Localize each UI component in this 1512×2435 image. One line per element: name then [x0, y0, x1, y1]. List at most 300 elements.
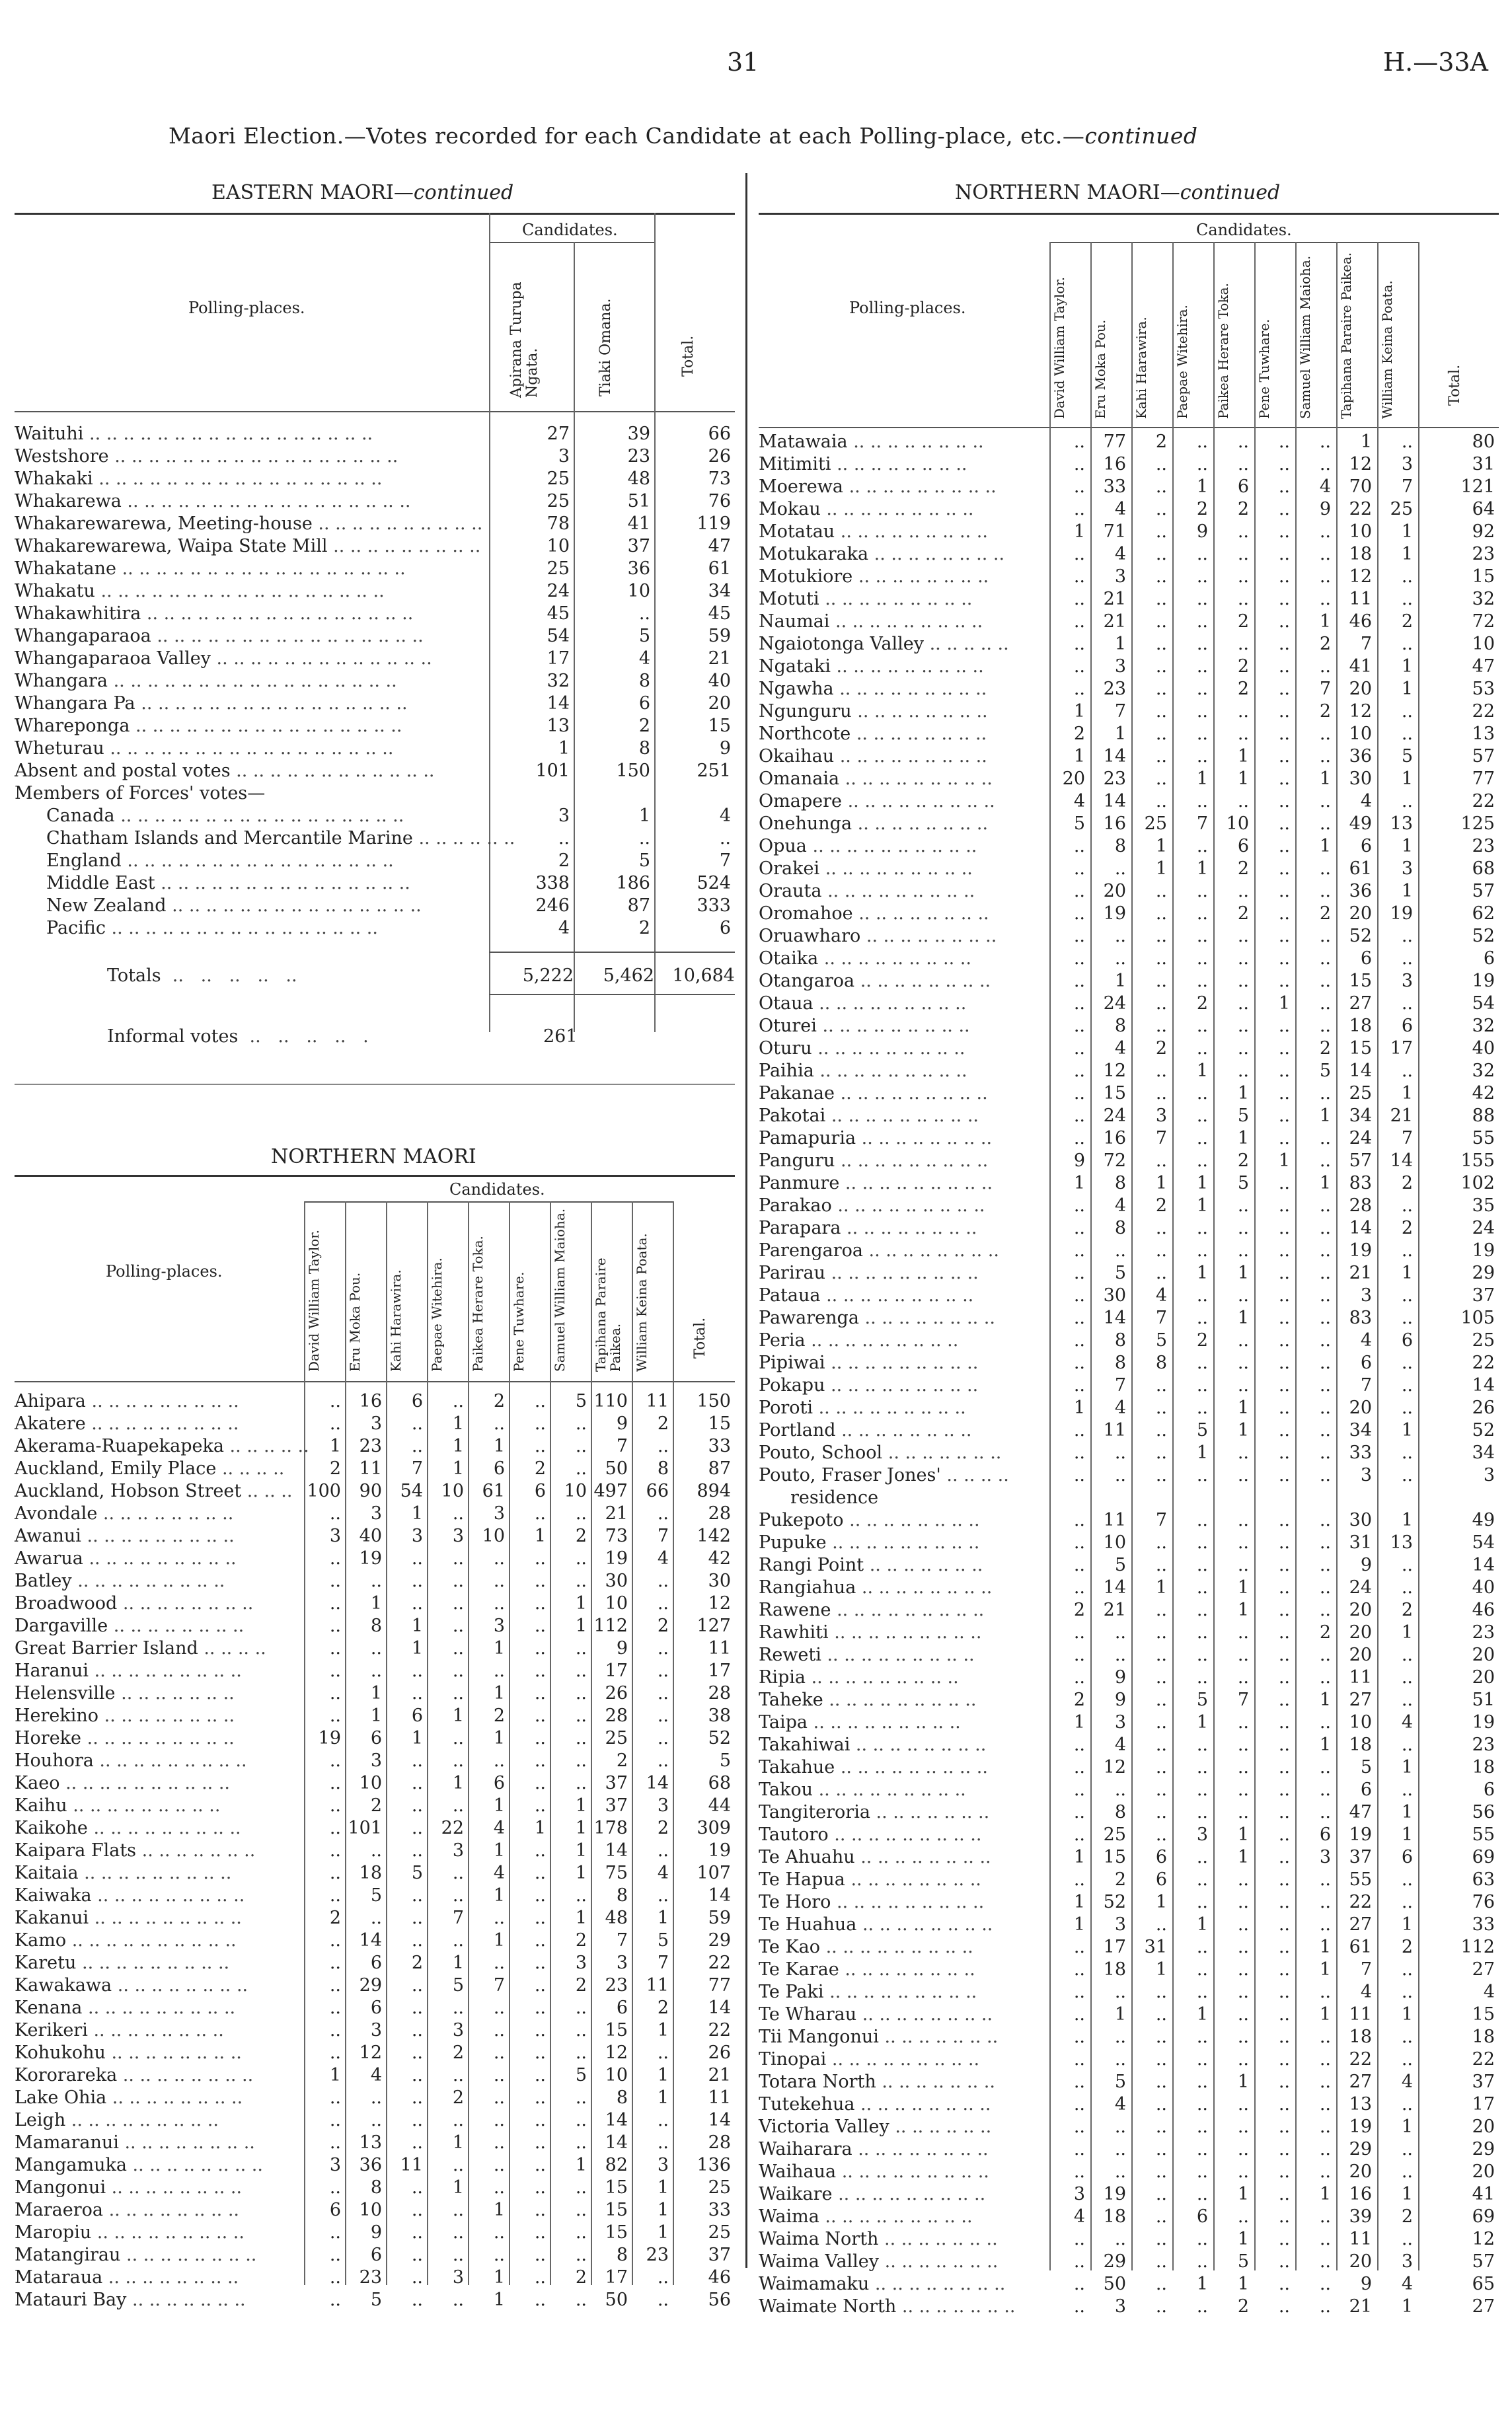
vote-cell: .. — [1073, 589, 1085, 609]
vote-cell: 27 — [1349, 1690, 1372, 1710]
table-row — [15, 1435, 735, 1458]
vote-cell: 25 — [547, 468, 570, 489]
vote-cell: .. — [411, 1930, 423, 1951]
vote-cell: 24 — [1103, 993, 1126, 1014]
polling-place-name: Waihaua — [759, 2161, 837, 2182]
leader-dots: .. .. .. .. .. — [923, 634, 1009, 654]
vote-cell: 57 — [1472, 746, 1495, 767]
leader-dots: .. .. .. .. .. .. .. .. .. — [327, 536, 481, 556]
vote-cell: 11 — [400, 2155, 423, 2175]
vote-cell: .. — [329, 1975, 341, 1996]
vote-cell: 13 — [1349, 2094, 1372, 2115]
vote-cell: .. — [1155, 2027, 1167, 2047]
vote-cell: .. — [1196, 2139, 1208, 2159]
vote-cell: .. — [657, 2267, 669, 2288]
vote-cell: 68 — [1472, 858, 1495, 879]
leader-dots: .. .. .. .. .. .. .. .. .. .. .. .. .. — [210, 648, 432, 669]
leader-dots: .. .. .. .. .. .. .. .. — [854, 2094, 991, 2115]
vote-cell: .. — [1237, 791, 1249, 811]
table-row — [759, 1307, 1499, 1330]
vote-cell: 3 — [370, 1503, 382, 1524]
vote-cell: 77 — [1103, 431, 1126, 452]
vote-cell: .. — [1196, 1510, 1208, 1530]
vote-cell: 83 — [1349, 1308, 1372, 1328]
vote-cell: .. — [1401, 993, 1413, 1014]
vote-cell: .. — [1278, 1510, 1290, 1530]
vote-cell: .. — [1319, 566, 1331, 587]
vote-cell: .. — [1073, 1510, 1085, 1530]
vote-cell: 41 — [1349, 656, 1372, 677]
vote-cell: .. — [1319, 1083, 1331, 1104]
polling-place-name: Te Kao — [759, 1937, 820, 1957]
vote-cell: 18 — [1349, 1016, 1372, 1036]
vote-cell: .. — [493, 2042, 505, 2063]
vote-cell: 8 — [1114, 1218, 1126, 1238]
leader-dots: .. .. .. .. .. .. .. .. .. — [89, 1661, 242, 1681]
leader-dots: .. .. .. .. .. .. .. .. .. .. .. .. .. .. .. .. .. — [108, 446, 398, 467]
vote-cell: 63 — [1472, 1869, 1495, 1890]
polling-place-name: Tii Mangonui — [759, 2027, 879, 2047]
vote-cell: .. — [1073, 1555, 1085, 1575]
vote-cell: .. — [1073, 499, 1085, 519]
vote-cell: 2 — [1155, 431, 1167, 452]
vote-cell: 19 — [1349, 1240, 1372, 1261]
vote-cell: 40 — [1472, 1577, 1495, 1598]
polling-place-name: Chatham Islands and Mercantile Marine — [46, 828, 413, 848]
table-row — [759, 1150, 1499, 1172]
vote-cell: .. — [1319, 813, 1331, 834]
vote-cell: .. — [1319, 881, 1331, 901]
vote-cell: 30 — [1349, 1510, 1372, 1530]
vote-cell: 51 — [1472, 1690, 1495, 1710]
vote-cell: .. — [1237, 2117, 1249, 2137]
table-row — [759, 1891, 1499, 1914]
vote-cell: .. — [534, 2132, 546, 2153]
vote-cell: .. — [1155, 2049, 1167, 2070]
polling-place-name: Moerewa — [759, 476, 843, 497]
vote-cell: .. — [638, 603, 650, 624]
leader-dots: .. .. .. .. .. .. .. .. — [120, 2245, 257, 2265]
vote-cell: 2 — [1401, 1218, 1413, 1238]
vote-cell: 3 — [1196, 1824, 1208, 1845]
vote-cell: 6 — [1155, 1869, 1167, 1890]
vote-cell: .. — [1319, 1555, 1331, 1575]
vote-cell: 4 — [1114, 544, 1126, 564]
leader-dots: .. .. .. .. .. .. .. .. — [852, 2139, 989, 2159]
vote-cell: 23 — [1472, 1622, 1495, 1643]
vote-cell: 3 — [370, 1750, 382, 1771]
vote-cell: .. — [1237, 1712, 1249, 1733]
vote-cell: .. — [1278, 2117, 1290, 2137]
table-row — [15, 1840, 735, 1862]
vote-cell: 22 — [1472, 791, 1495, 811]
vote-cell: 15 — [1103, 1083, 1126, 1104]
vote-cell: 20 — [1062, 768, 1085, 789]
vote-cell: 2 — [657, 1998, 669, 2018]
leader-dots: .. .. .. .. .. .. .. — [878, 2027, 999, 2047]
candidate-header: William Keina Poata. — [1379, 280, 1395, 419]
vote-cell: .. — [329, 1571, 341, 1591]
vote-cell: 41 — [627, 513, 650, 534]
vote-cell: 1 — [1073, 1712, 1085, 1733]
vote-cell: 5 — [370, 2290, 382, 2310]
vote-cell: 34 — [708, 581, 731, 601]
vote-cell: 49 — [1349, 813, 1372, 834]
vote-cell: .. — [1073, 1330, 1085, 1351]
polling-place-name: Kaiwaka — [15, 1885, 92, 1906]
vote-cell: .. — [493, 2065, 505, 2085]
vote-cell: 32 — [547, 671, 570, 691]
vote-cell: .. — [1155, 2229, 1167, 2249]
vote-cell: 3 — [411, 1526, 423, 1546]
table-row — [759, 1577, 1499, 1599]
vote-cell: .. — [1196, 544, 1208, 564]
table-row — [759, 1914, 1499, 1936]
vote-cell — [574, 782, 654, 805]
polling-place-name: Takahue — [759, 1757, 835, 1778]
vote-cell: 1 — [1237, 2072, 1249, 2092]
polling-place-name: Te Ahuahu — [759, 1847, 855, 1867]
vote-cell: .. — [329, 1683, 341, 1704]
vote-cell: 1 — [1237, 768, 1249, 789]
vote-cell: .. — [1196, 1285, 1208, 1306]
vote-cell: 1 — [452, 2177, 464, 2198]
polling-place-name: Kenana — [15, 1998, 83, 2018]
vote-cell: .. — [1155, 1061, 1167, 1081]
vote-cell: .. — [1196, 1128, 1208, 1148]
vote-cell: 16 — [1349, 2184, 1372, 2204]
vote-cell: 4 — [1114, 1038, 1126, 1059]
leader-dots: .. .. .. .. .. .. .. .. .. — [820, 1937, 973, 1957]
table-row — [759, 813, 1499, 835]
vote-cell: 65 — [1472, 2274, 1495, 2294]
vote-cell: 2 — [1237, 611, 1249, 632]
vote-cell: 178 — [593, 1818, 628, 1838]
vote-cell: .. — [1073, 903, 1085, 924]
vote-cell: .. — [1155, 1802, 1167, 1822]
vote-cell: 37 — [605, 1795, 628, 1816]
vote-cell: 2 — [493, 1705, 505, 1726]
vote-cell: .. — [1319, 1982, 1331, 2002]
table-row — [15, 1525, 735, 1548]
leader-dots: .. .. .. .. .. .. .. .. .. — [812, 1398, 966, 1418]
vote-cell: 155 — [1460, 1150, 1495, 1171]
vote-cell: 7 — [1360, 1375, 1372, 1396]
vote-cell: .. — [1155, 2139, 1167, 2159]
vote-cell: 6 — [370, 1998, 382, 2018]
table-row — [759, 633, 1499, 656]
vote-cell: .. — [1278, 1937, 1290, 1957]
vote-cell: .. — [493, 1548, 505, 1569]
table-row — [759, 1869, 1499, 1891]
vote-cell: .. — [1319, 1802, 1331, 1822]
vote-cell: 3 — [1114, 656, 1126, 677]
vote-cell: 6 — [1237, 476, 1249, 497]
vote-cell: 61 — [1349, 858, 1372, 879]
table-row — [759, 476, 1499, 498]
vote-cell: .. — [1278, 1959, 1290, 1980]
vote-cell: 4 — [657, 1863, 669, 1883]
vote-cell: .. — [1155, 544, 1167, 564]
table-row — [759, 2138, 1499, 2161]
leader-dots: .. .. .. .. .. .. .. .. .. — [828, 1622, 982, 1643]
vote-cell: 3 — [657, 2155, 669, 2175]
polling-place-name: Omanaia — [759, 768, 840, 789]
vote-cell: .. — [1319, 1285, 1331, 1306]
vote-cell: 55 — [1472, 1128, 1495, 1148]
table-row — [15, 827, 735, 850]
vote-cell: .. — [1319, 1398, 1331, 1418]
vote-cell: .. — [1196, 2161, 1208, 2182]
vote-cell: 5 — [575, 2065, 587, 2085]
vote-cell: 54 — [400, 1481, 423, 1501]
vote-cell: 25 — [708, 2222, 731, 2243]
vote-cell: 142 — [697, 1526, 731, 1546]
vote-cell: .. — [1155, 454, 1167, 474]
vote-cell: .. — [534, 1503, 546, 1524]
vote-cell: .. — [1319, 1465, 1331, 1485]
leader-dots: .. .. .. .. .. .. .. .. — [126, 2155, 263, 2175]
vote-cell: 1 — [1319, 768, 1331, 789]
vote-cell: 36 — [627, 558, 650, 579]
vote-cell: 6 — [411, 1391, 423, 1411]
vote-cell: .. — [1237, 1892, 1249, 1912]
leader-dots: .. .. .. .. .. .. .. .. .. — [831, 1600, 985, 1620]
vote-cell: .. — [1319, 1667, 1331, 1688]
vote-cell: 15 — [1472, 566, 1495, 587]
vote-cell: .. — [1114, 1779, 1126, 1800]
vote-cell: 59 — [708, 1908, 731, 1928]
vote-cell: .. — [1319, 858, 1331, 879]
leader-dots: .. .. .. .. .. .. .. .. — [860, 926, 997, 946]
vote-cell: .. — [1073, 1353, 1085, 1373]
vote-cell: .. — [575, 2177, 587, 2198]
vote-cell: .. — [1278, 881, 1290, 901]
vote-cell: .. — [1155, 701, 1167, 722]
polling-place-name: Ngataki — [759, 656, 831, 677]
vote-cell: .. — [1319, 1330, 1331, 1351]
vote-cell: 22 — [708, 2020, 731, 2041]
vote-cell: 4 — [1114, 1195, 1126, 1216]
vote-cell: .. — [1401, 2229, 1413, 2249]
vote-cell: .. — [1401, 1285, 1413, 1306]
table-row — [15, 1637, 735, 1660]
vote-cell: .. — [411, 2200, 423, 2220]
vote-cell: .. — [329, 1413, 341, 1434]
vote-cell: .. — [1278, 2184, 1290, 2204]
vote-cell: .. — [1278, 566, 1290, 587]
vote-cell: .. — [1278, 1420, 1290, 1441]
vote-cell: .. — [1278, 1869, 1290, 1890]
vote-cell: 14 — [605, 2110, 628, 2130]
vote-cell: 1 — [1155, 1173, 1167, 1193]
vote-cell: 27 — [547, 424, 570, 444]
vote-cell: .. — [1196, 1532, 1208, 1553]
vote-cell: 37 — [708, 2245, 731, 2265]
vote-cell: .. — [1073, 1937, 1085, 1957]
northern-right-candidates-rule — [1049, 242, 1419, 243]
vote-cell: 5 — [1319, 1061, 1331, 1081]
polling-place-name: Mitimiti — [759, 454, 831, 474]
vote-cell: .. — [657, 1885, 669, 1906]
candidate-header: Samuel William Maioha. — [552, 1208, 568, 1372]
polling-place-name: Matauri Bay — [15, 2290, 127, 2310]
vote-cell: .. — [1278, 948, 1290, 969]
vote-cell: .. — [1073, 634, 1085, 654]
polling-place-name: Matangirau — [15, 2245, 121, 2265]
vote-cell: 17 — [708, 1661, 731, 1681]
vote-cell: 1 — [575, 1616, 587, 1636]
vote-cell: .. — [1319, 2072, 1331, 2092]
vote-cell: .. — [1319, 2139, 1331, 2159]
vote-cell: .. — [1073, 1061, 1085, 1081]
vote-cell: .. — [575, 1885, 587, 1906]
vote-cell: .. — [1073, 881, 1085, 901]
vote-cell: .. — [657, 1750, 669, 1771]
vote-cell: 21 — [708, 2065, 731, 2085]
vote-cell: .. — [1196, 903, 1208, 924]
vote-cell: .. — [1114, 858, 1126, 879]
polling-place-name: Okaihau — [759, 746, 835, 767]
vote-cell: 48 — [605, 1908, 628, 1928]
vote-cell: .. — [1319, 2229, 1331, 2249]
polling-place-name: Leigh — [15, 2110, 66, 2130]
vote-cell: 4 — [1360, 1330, 1372, 1351]
vote-cell: .. — [657, 2042, 669, 2063]
candidate-header: Pene Tuwhare. — [1256, 318, 1272, 419]
leader-dots: .. .. .. .. .. .. .. .. — [856, 1914, 993, 1935]
vote-cell: .. — [1155, 656, 1167, 677]
vote-cell: .. — [329, 1930, 341, 1951]
vote-cell: 6 — [1401, 1016, 1413, 1036]
vote-cell: 70 — [1349, 476, 1372, 497]
vote-cell: .. — [1319, 589, 1331, 609]
vote-cell: 45 — [547, 603, 570, 624]
vote-cell: .. — [534, 2065, 546, 2085]
vote-cell: .. — [1114, 2027, 1126, 2047]
vote-cell: 57 — [1472, 2251, 1495, 2272]
leader-dots: .. .. .. .. .. .. .. .. — [105, 2042, 242, 2063]
vote-cell: 18 — [1103, 2206, 1126, 2227]
table-row — [15, 625, 735, 648]
leader-dots: .. .. .. .. .. .. .. .. — [845, 1869, 981, 1890]
vote-cell: .. — [534, 2087, 546, 2108]
vote-cell: .. — [1278, 1532, 1290, 1553]
vote-cell: .. — [1237, 1218, 1249, 1238]
vote-cell: .. — [1237, 2094, 1249, 2115]
vote-cell: .. — [411, 2177, 423, 2198]
vote-cell: 3 — [616, 1953, 628, 1973]
vote-cell: .. — [1237, 948, 1249, 969]
page-title — [169, 123, 1198, 149]
candidate-header: Paepae Witehira. — [429, 1257, 445, 1372]
vote-cell: .. — [1401, 566, 1413, 587]
vote-cell: .. — [1278, 1667, 1290, 1688]
leader-dots: .. .. .. .. .. .. .. .. .. .. .. .. .. .. .. .. — [121, 850, 394, 871]
vote-cell: 4 — [1114, 2094, 1126, 2115]
vote-cell: .. — [1073, 1375, 1085, 1396]
leader-dots: .. .. .. .. .. .. .. .. .. — [81, 1526, 235, 1546]
vote-cell: .. — [1278, 431, 1290, 452]
leader-dots: .. .. .. .. .. .. .. .. .. .. .. .. .. .. .. .. — [141, 603, 414, 624]
vote-cell: 6 — [1155, 1847, 1167, 1867]
table-row — [759, 1082, 1499, 1105]
vote-cell: .. — [329, 2110, 341, 2130]
vote-cell: .. — [1073, 1128, 1085, 1148]
vote-cell: 32 — [1472, 589, 1495, 609]
vote-cell: .. — [370, 1638, 382, 1659]
table-row — [759, 1936, 1499, 1959]
vote-cell: 8 — [638, 671, 650, 691]
vote-cell: .. — [534, 1908, 546, 1928]
table-row — [15, 535, 735, 558]
vote-cell: 2 — [657, 1818, 669, 1838]
polling-place-name: Whakatu — [15, 581, 95, 601]
vote-cell: .. — [1114, 1240, 1126, 1261]
vote-cell: .. — [1278, 2206, 1290, 2227]
vote-cell: 77 — [1472, 768, 1495, 789]
leader-dots: .. .. .. .. .. .. .. .. .. — [828, 1824, 982, 1845]
polling-place-name: Taipa — [759, 1712, 808, 1733]
table-row — [15, 1503, 735, 1525]
vote-cell: 3 — [370, 1413, 382, 1434]
vote-cell: 4 — [1401, 2072, 1413, 2092]
table-row — [15, 513, 735, 535]
vote-cell: .. — [1155, 1645, 1167, 1665]
vote-cell: 3 — [452, 1840, 464, 1861]
vote-cell: .. — [411, 2110, 423, 2130]
vote-cell: 82 — [605, 2155, 628, 2175]
leader-dots: .. .. .. .. .. .. .. .. — [847, 431, 984, 452]
vote-cell: .. — [1114, 1982, 1126, 2002]
vote-cell: .. — [575, 1728, 587, 1748]
vote-cell: 1 — [575, 1795, 587, 1816]
table-row — [15, 1929, 735, 1952]
vote-cell: .. — [1319, 521, 1331, 542]
vote-cell: 14 — [1103, 1577, 1126, 1598]
vote-cell: 4 — [1360, 1982, 1372, 2002]
northern-right-header-rule — [759, 427, 1499, 428]
vote-cell: 2 — [1319, 634, 1331, 654]
vote-cell: 2 — [638, 918, 650, 938]
table-row — [759, 1127, 1499, 1150]
vote-cell: .. — [1319, 1308, 1331, 1328]
vote-cell: 6 — [1237, 836, 1249, 856]
leader-dots: .. .. .. .. .. .. .. .. .. — [830, 656, 984, 677]
vote-cell: 14 — [708, 1998, 731, 2018]
vote-cell: .. — [1319, 454, 1331, 474]
vote-cell: .. — [411, 2245, 423, 2265]
vote-cell: .. — [1278, 2274, 1290, 2294]
vote-cell: .. — [1319, 1645, 1331, 1665]
vote-cell: .. — [1155, 2004, 1167, 2025]
northern-right-polling-label: Polling-places. — [849, 299, 966, 317]
polling-place-name: Whakatane — [15, 558, 117, 579]
vote-cell: .. — [1155, 1982, 1167, 2002]
vote-cell: 1 — [1319, 2004, 1331, 2025]
vote-cell: 7 — [1155, 1128, 1167, 1148]
table-row — [759, 1532, 1499, 1554]
vote-cell: 15 — [605, 2200, 628, 2220]
vote-cell: .. — [575, 2087, 587, 2108]
vote-cell: .. — [370, 1661, 382, 1681]
vote-cell: 2 — [575, 1526, 587, 1546]
table-row — [15, 1548, 735, 1570]
vote-cell: 20 — [1349, 2251, 1372, 2272]
vote-cell: 4 — [1073, 791, 1085, 811]
table-row — [15, 2042, 735, 2064]
vote-cell: 1 — [493, 1840, 505, 1861]
